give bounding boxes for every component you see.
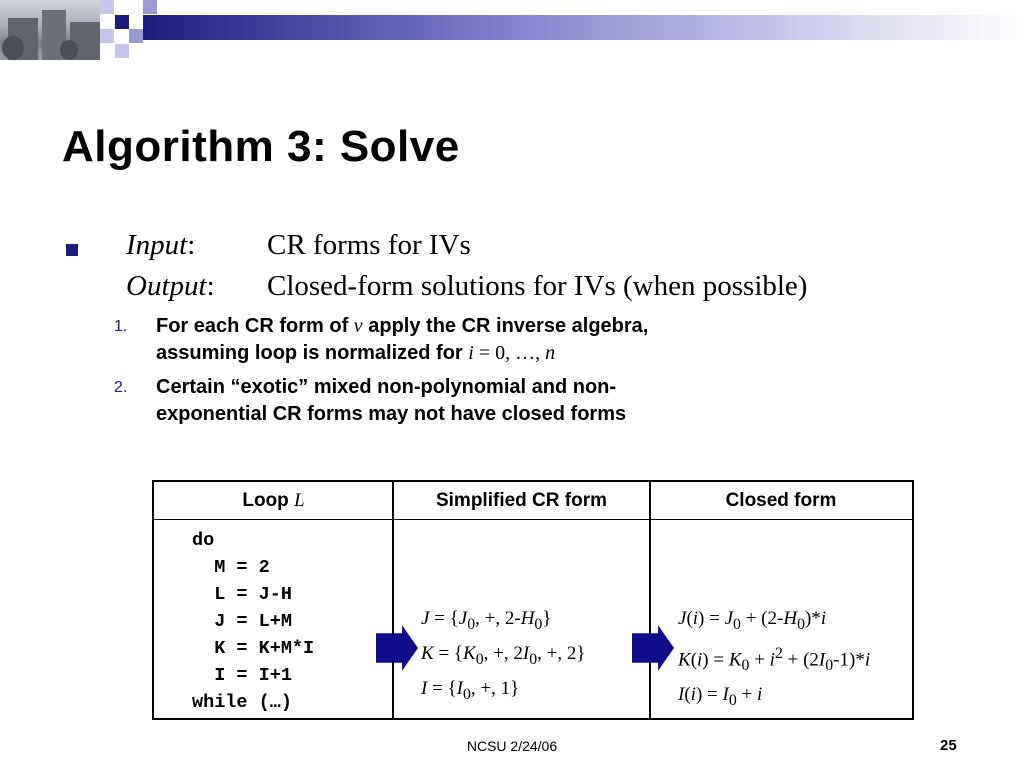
header-square-6 <box>115 44 129 58</box>
input-line <box>126 229 471 262</box>
step-1-text <box>156 313 916 367</box>
step-1-eq: = 0, …, <box>473 342 546 364</box>
step-1-i: i <box>468 342 474 364</box>
step-2-text <box>156 374 916 428</box>
output-value: Closed-form solutions for IVs (when possible) <box>267 270 808 302</box>
header-square-2 <box>143 0 157 14</box>
step-2-line-1: Certain “exotic” mixed non-polynomial and non- <box>156 376 617 398</box>
header-loop <box>154 482 393 520</box>
column-divider-1 <box>392 482 394 718</box>
input-label: Input <box>126 229 188 261</box>
output-colon: : <box>206 270 215 302</box>
code-line: do <box>192 530 215 551</box>
code-line: L = J-H <box>192 584 292 605</box>
header-square-5 <box>100 29 114 43</box>
bullet-square-icon <box>66 244 78 256</box>
cr-table <box>152 480 914 720</box>
header-loop-var: L <box>294 489 305 511</box>
closed-forms: $J(i) = J_0 + (2-H_0)*i$ $K(i) = K_0 + i^2 + (2I_0-1)*i$ $I(i) = I_0 + i$ <box>678 608 871 709</box>
step-1-text-a: For each CR form of <box>156 315 354 337</box>
simplified-cr-forms: $J = \{J_0$, +, $2-H_0$} $K = \{K_0$, +, $2I_0$, +, 2} $I = \{I_0$, +, 1} <box>421 608 586 703</box>
step-1-text-b: apply the CR inverse algebra, <box>362 315 649 337</box>
code-line: while (…) <box>192 692 292 713</box>
header-loop-label: Loop <box>242 489 289 511</box>
step-1-var: v <box>353 315 363 337</box>
step-2-number: 2. <box>114 379 128 396</box>
header-square-4 <box>129 29 143 43</box>
loop-code <box>192 527 314 716</box>
header-square-3 <box>115 15 129 29</box>
output-label: Output <box>126 270 207 302</box>
header-building-photo <box>0 0 100 60</box>
input-colon: : <box>187 229 196 261</box>
code-line: K = K+M*I <box>192 638 315 659</box>
step-1-number: 1. <box>114 318 128 335</box>
code-line: M = 2 <box>192 557 270 578</box>
right-arrow-icon <box>632 625 674 671</box>
header-simplified: Simplified CR form <box>393 482 650 520</box>
step-2-line-2: exponential CR forms may not have closed forms <box>156 403 627 425</box>
code-line: J = L+M <box>192 611 292 632</box>
header-square-1 <box>100 0 114 14</box>
output-line <box>126 270 808 303</box>
right-arrow-icon <box>376 625 418 671</box>
code-line: I = I+1 <box>192 665 292 686</box>
input-value: CR forms for IVs <box>267 229 471 261</box>
header-closed: Closed form <box>650 482 912 520</box>
step-1-text-c: assuming loop is normalized for <box>156 342 469 364</box>
column-divider-2 <box>649 482 651 718</box>
page-number: 25 <box>940 737 957 754</box>
step-1-n: n <box>545 342 556 364</box>
footer-text: NCSU 2/24/06 <box>466 738 558 754</box>
slide-title: Algorithm 3: Solve <box>62 122 460 171</box>
header-gradient-band <box>143 15 1024 40</box>
